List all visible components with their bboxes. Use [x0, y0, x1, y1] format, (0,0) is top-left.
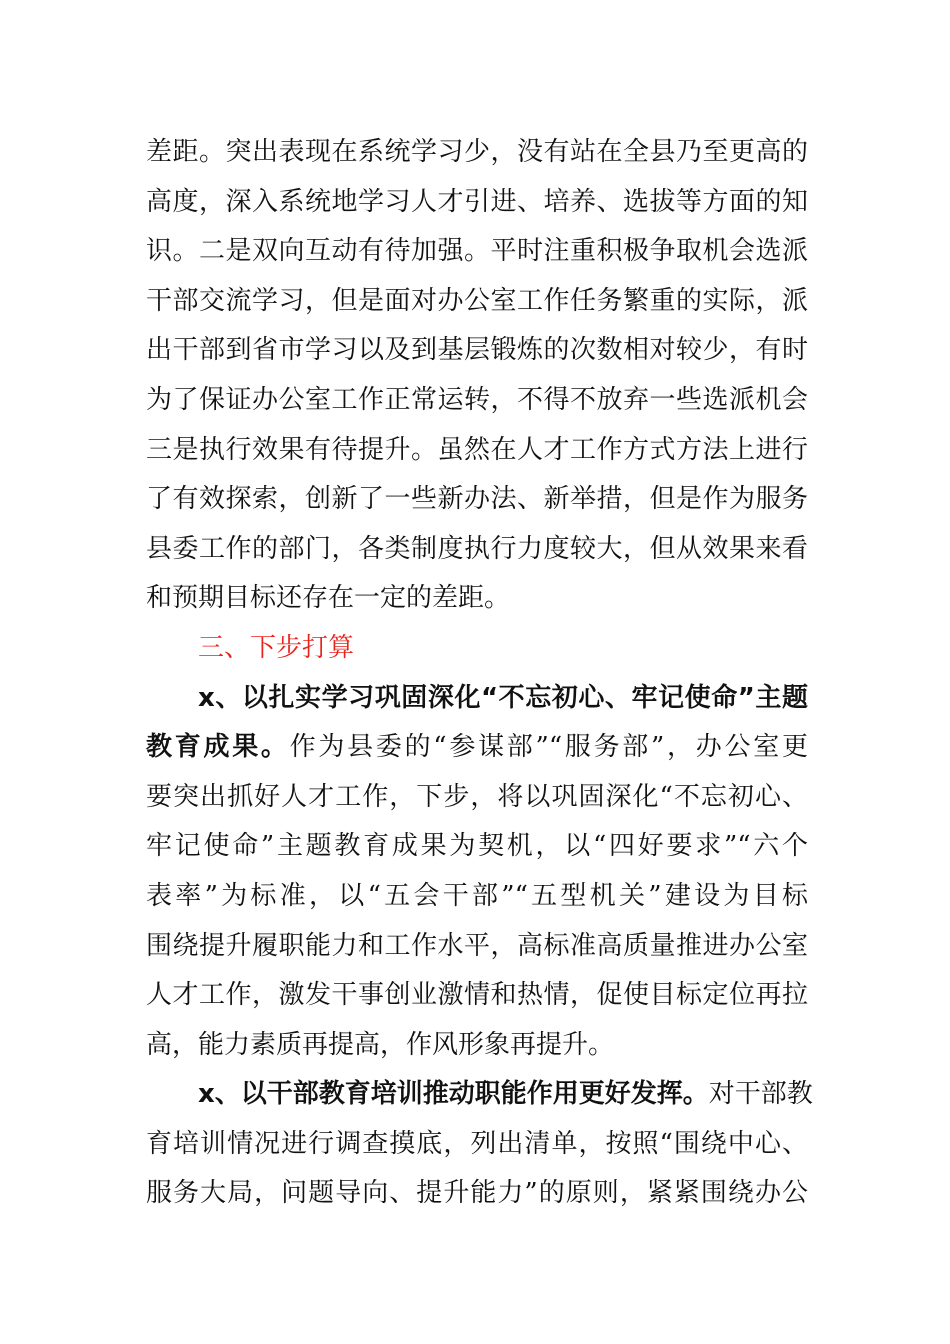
text-segment: 作为县委的“参谋部”“服务部”，办公室更	[289, 732, 808, 763]
text-line: 高，能力素质再提高，作风形象再提升。	[146, 1029, 615, 1060]
text-line: 人才工作，激发干事创业激情和热情，促使目标定位再拉	[146, 980, 808, 1011]
document-body	[146, 128, 813, 1219]
paragraph-shortcomings	[146, 128, 808, 624]
text-line	[146, 1070, 813, 1120]
text-line: 为了保证办公室工作正常运转，不得不放弃一些选派机会	[146, 384, 808, 415]
text-line: 和预期目标还存在一定的差距。	[146, 583, 511, 614]
bold-topic-lead: x、以干部教育培训推动职能作用更好发挥。	[198, 1079, 709, 1110]
text-line: 牢记使命”主题教育成果为契机，以“四好要求”“六个	[146, 831, 808, 862]
text-line	[146, 723, 808, 773]
bold-topic-lead: 教育成果。	[146, 732, 290, 763]
bold-topic-line: x、以扎实学习巩固深化“不忘初心、牢记使命”主题	[198, 682, 808, 713]
paragraph-training-plan	[146, 1070, 813, 1219]
text-line: 干部交流学习，但是面对办公室工作任务繁重的实际，派	[146, 285, 808, 316]
text-line: 要突出抓好人才工作，下步，将以巩固深化“不忘初心、	[146, 781, 808, 812]
text-line: 围绕提升履职能力和工作水平，高标准高质量推进办公室	[146, 930, 808, 961]
text-segment: 对干部教	[708, 1079, 813, 1110]
text-line: 服务大局，问题导向、提升能力”的原则，紧紧围绕办公	[146, 1178, 808, 1209]
text-line: 了有效探索，创新了一些新办法、新举措，但是作为服务	[146, 484, 808, 515]
section-heading: 三、下步打算	[198, 632, 355, 663]
text-line: 表率”为标准，以“五会干部”“五型机关”建设为目标	[146, 880, 808, 911]
text-line: 育培训情况进行调查摸底，列出清单，按照“围绕中心、	[146, 1128, 808, 1159]
text-line: 出干部到省市学习以及到基层锻炼的次数相对较少，有时	[146, 335, 808, 366]
text-line: 差距。突出表现在系统学习少，没有站在全县乃至更高的	[146, 137, 808, 167]
paragraph-study-plan	[146, 674, 808, 1071]
text-line: 三是执行效果有待提升。虽然在人才工作方式方法上进行	[146, 434, 808, 465]
text-line: 县委工作的部门，各类制度执行力度较大，但从效果来看	[146, 533, 808, 564]
text-line: 识。二是双向互动有待加强。平时注重积极争取机会选派	[146, 236, 808, 267]
text-line: 高度，深入系统地学习人才引进、培养、选拔等方面的知	[146, 186, 808, 217]
